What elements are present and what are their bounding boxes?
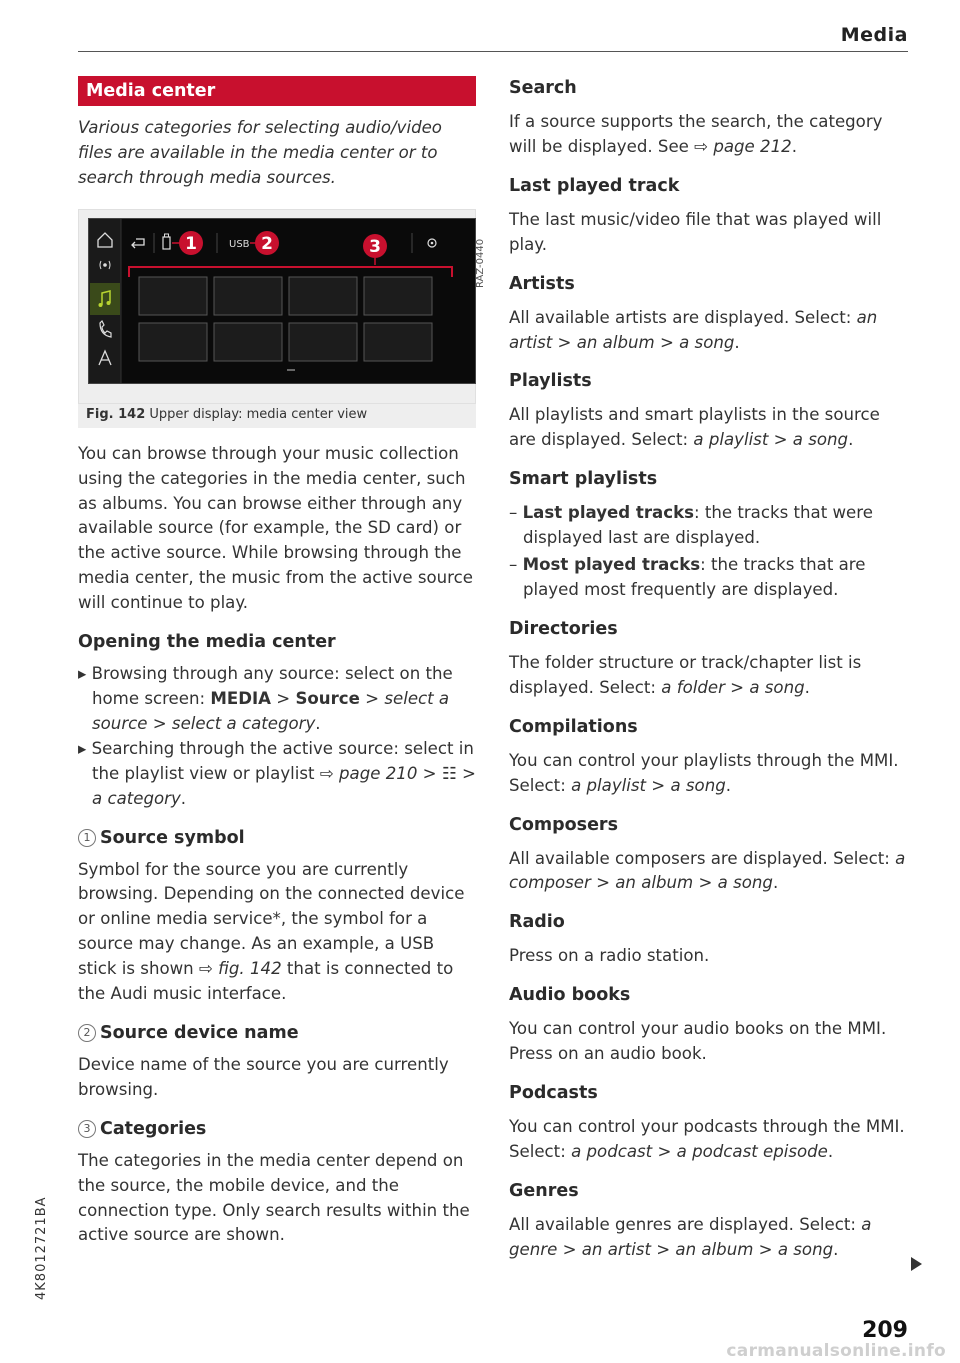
heading-radio: Radio — [509, 912, 565, 933]
heading-directories: Directories — [509, 618, 618, 639]
sidebar-media-selected — [90, 283, 120, 315]
heading-smart-playlists: Smart playlists — [509, 469, 658, 490]
heading-podcasts: Podcasts — [509, 1083, 598, 1104]
heading-categories: 3 Categories — [78, 1117, 476, 1141]
paragraph-composers: All available composers are displayed. Select: a composer > an album > a song. — [509, 848, 906, 893]
continue-arrow-icon — [911, 1257, 922, 1271]
heading-source-device-name: 2 Source device name — [78, 1021, 476, 1045]
paragraph-source-device-name: Device name of the source you are currently browsing. — [78, 1054, 449, 1099]
bullet-searching: ▸ Searching through the active source: select in the playlist view or playlist ⇨ page 210 > ☷ > a category. — [78, 738, 476, 808]
grid-icon: ☷ — [441, 763, 457, 783]
circled-3: 3 — [78, 1120, 96, 1138]
settings-gear-icon — [428, 239, 436, 247]
paragraph-source-symbol: Symbol for the source you are currently browsing. Depending on the connected device or online media service*, the symbol for a source may change. As an example, a USB stick is shown ⇨ fig. 142 that is connected to the Audi music interface. — [78, 859, 465, 1004]
heading-genres: Genres — [509, 1180, 579, 1201]
heading-playlists: Playlists — [509, 371, 592, 392]
figure-code: RAZ-0440 — [475, 238, 486, 288]
section-banner: Media center — [78, 76, 476, 106]
page-indicator — [287, 369, 295, 371]
paragraph-artists: All available artists are displayed. Select: an artist > an album > a song. — [509, 307, 878, 352]
page-header-title: Media — [840, 24, 908, 46]
category-tiles — [139, 277, 432, 361]
callout-3-label: 3 — [369, 236, 381, 257]
watermark: carmanualsonline.info — [726, 1341, 946, 1361]
right-column — [509, 76, 909, 1263]
section-intro: Various categories for selecting audio/video files are available in the media center or to search through media sources. — [78, 118, 442, 187]
left-column — [78, 76, 486, 1248]
heading-composers: Composers — [509, 814, 618, 835]
heading-last-played: Last played track — [509, 175, 680, 196]
paragraph-podcasts: You can control your podcasts through the MMI. Select: a podcast > a podcast episode. — [509, 1117, 905, 1161]
page-210-link[interactable]: ⇨ page 210 — [319, 763, 418, 783]
figure-caption-text: Upper display: media center view — [149, 406, 368, 422]
circled-2: 2 — [78, 1024, 96, 1042]
paragraph-radio: Press on a radio station. — [509, 946, 710, 966]
heading-artists: Artists — [509, 273, 575, 294]
paragraph-last-played: The last music/video file that was played will play. — [509, 209, 882, 254]
figure-label: Fig. 142 — [86, 406, 146, 422]
callout-1-label: 1 — [185, 233, 197, 254]
paragraph-directories: The folder structure or track/chapter list is displayed. Select: a folder > a song. — [509, 652, 862, 697]
heading-audio-books: Audio books — [509, 985, 631, 1006]
header-rule — [78, 51, 908, 52]
usb-stick-icon — [163, 234, 170, 249]
fig-142-link[interactable]: ⇨ fig. 142 — [198, 959, 282, 979]
paragraph-audio-books: You can control your audio books on the MMI. Press on an audio book. — [509, 1019, 887, 1064]
paragraph-genres: All available genres are displayed. Select: a genre > an artist > an album > a song. — [509, 1214, 872, 1259]
paragraph-categories: The categories in the media center depend on the source, the mobile device, and the connection type. Only search results within the active source are shown. — [78, 1150, 470, 1245]
heading-search: Search — [509, 78, 577, 98]
paragraph-playlists: All playlists and smart playlists in the source are displayed. Select: a playlist > a song. — [509, 405, 880, 450]
paragraph-search: If a source supports the search, the category will be displayed. See ⇨ page 212. — [509, 112, 883, 156]
back-icon — [132, 239, 144, 248]
usb-device-name: USB — [229, 238, 250, 250]
opening-heading: Opening the media center — [78, 632, 336, 653]
figure-code-container — [463, 214, 486, 294]
callout-2-label: 2 — [261, 233, 273, 254]
paragraph-compilations: You can control your playlists through the MMI. Select: a playlist > a song. — [509, 750, 899, 795]
page-number: 209 — [862, 1318, 908, 1343]
smart-item-most-played: – Most played tracks: the tracks that are played most frequently are displayed. — [509, 555, 866, 599]
heading-source-symbol: 1 Source symbol — [78, 826, 476, 850]
body-paragraph-1: You can browse through your music collection using the categories in the media center, such as albums. You can browse either through any available source (for example, the SD card) or the active source. While browsing through the media center, the music from the active source will continue to play. — [78, 443, 473, 613]
document-code: 4K8012721BA — [34, 1196, 49, 1300]
page-212-link[interactable]: ⇨ page 212 — [694, 136, 792, 156]
circled-1: 1 — [78, 829, 96, 847]
figure-caption — [78, 403, 476, 428]
media-center-screen — [88, 218, 476, 384]
media-center-illustration — [89, 219, 475, 383]
categories-bracket — [129, 267, 452, 277]
heading-compilations: Compilations — [509, 716, 638, 737]
figure-142 — [78, 209, 486, 404]
bullet-browsing: ▸ Browsing through any source: select on the home screen: MEDIA > Source > select a source > select a category. — [78, 664, 453, 733]
smart-item-last-played: – Last played tracks: the tracks that were displayed last are displayed. — [509, 503, 873, 548]
